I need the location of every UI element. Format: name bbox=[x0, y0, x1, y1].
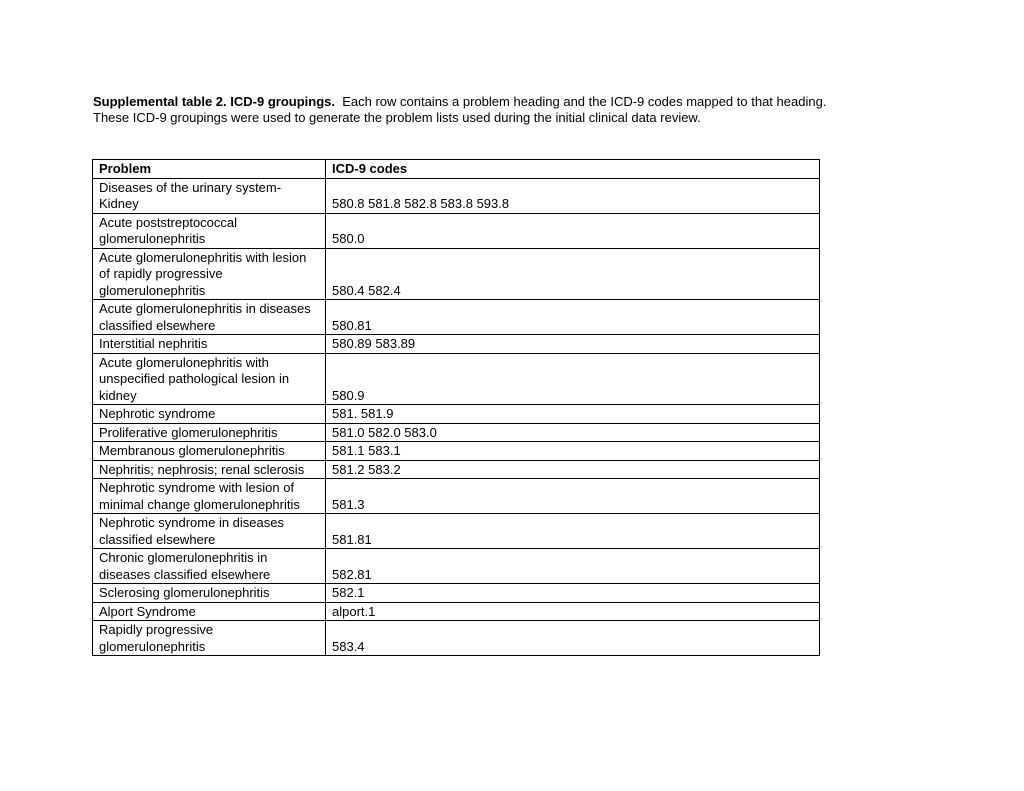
table-row bbox=[93, 405, 820, 424]
caption-title: Supplemental table 2. ICD-9 groupings. bbox=[93, 94, 335, 109]
codes-cell: 580.0 bbox=[326, 213, 820, 248]
problem-cell: Acute glomerulonephritis in diseases classified elsewhere bbox=[93, 300, 326, 335]
header-problem: Problem bbox=[93, 160, 326, 179]
icd9-groupings-table bbox=[92, 159, 820, 656]
codes-cell: 581.81 bbox=[326, 514, 820, 549]
table-row bbox=[93, 549, 820, 584]
codes-cell: 583.4 bbox=[326, 621, 820, 656]
problem-cell: Proliferative glomerulonephritis bbox=[93, 423, 326, 442]
table-header-row bbox=[93, 160, 820, 179]
codes-cell: 580.9 bbox=[326, 353, 820, 405]
problem-cell: Nephrotic syndrome in diseases classified elsewhere bbox=[93, 514, 326, 549]
codes-cell: 582.1 bbox=[326, 584, 820, 603]
problem-cell: Interstitial nephritis bbox=[93, 335, 326, 354]
table-row bbox=[93, 178, 820, 213]
table-row bbox=[93, 442, 820, 461]
codes-cell: 580.8 581.8 582.8 583.8 593.8 bbox=[326, 178, 820, 213]
table-row bbox=[93, 300, 820, 335]
table-row bbox=[93, 335, 820, 354]
problem-cell: Acute glomerulonephritis with unspecified pathological lesion in kidney bbox=[93, 353, 326, 405]
codes-cell: 580.4 582.4 bbox=[326, 248, 820, 300]
problem-cell: Alport Syndrome bbox=[93, 602, 326, 621]
table-row bbox=[93, 353, 820, 405]
table-row bbox=[93, 248, 820, 300]
problem-cell: Nephrotic syndrome with lesion of minimal change glomerulonephritis bbox=[93, 479, 326, 514]
codes-cell: 582.81 bbox=[326, 549, 820, 584]
table-row bbox=[93, 460, 820, 479]
table-row bbox=[93, 479, 820, 514]
caption-description-line1: Each row contains a problem heading and the ICD-9 codes mapped to that heading. bbox=[334, 94, 827, 109]
problem-cell: Rapidly progressive glomerulonephritis bbox=[93, 621, 326, 656]
codes-cell: alport.1 bbox=[326, 602, 820, 621]
table-row bbox=[93, 602, 820, 621]
problem-cell: Nephritis; nephrosis; renal sclerosis bbox=[93, 460, 326, 479]
codes-cell: 581.1 583.1 bbox=[326, 442, 820, 461]
header-icd9-codes: ICD-9 codes bbox=[326, 160, 820, 179]
table-row bbox=[93, 423, 820, 442]
problem-cell: Membranous glomerulonephritis bbox=[93, 442, 326, 461]
table-row bbox=[93, 213, 820, 248]
problem-cell: Chronic glomerulonephritis in diseases classified elsewhere bbox=[93, 549, 326, 584]
table-row bbox=[93, 621, 820, 656]
problem-cell: Diseases of the urinary system-Kidney bbox=[93, 178, 326, 213]
codes-cell: 580.81 bbox=[326, 300, 820, 335]
codes-cell: 581.2 583.2 bbox=[326, 460, 820, 479]
table-row bbox=[93, 514, 820, 549]
codes-cell: 581.3 bbox=[326, 479, 820, 514]
table-caption bbox=[93, 94, 953, 126]
caption-description-line2: These ICD-9 groupings were used to generate the problem lists used during the initial clinical data review. bbox=[93, 110, 701, 125]
table-row bbox=[93, 584, 820, 603]
problem-cell: Sclerosing glomerulonephritis bbox=[93, 584, 326, 603]
codes-cell: 581. 581.9 bbox=[326, 405, 820, 424]
codes-cell: 581.0 582.0 583.0 bbox=[326, 423, 820, 442]
problem-cell: Nephrotic syndrome bbox=[93, 405, 326, 424]
problem-cell: Acute glomerulonephritis with lesion of rapidly progressive glomerulonephritis bbox=[93, 248, 326, 300]
codes-cell: 580.89 583.89 bbox=[326, 335, 820, 354]
problem-cell: Acute poststreptococcal glomerulonephritis bbox=[93, 213, 326, 248]
